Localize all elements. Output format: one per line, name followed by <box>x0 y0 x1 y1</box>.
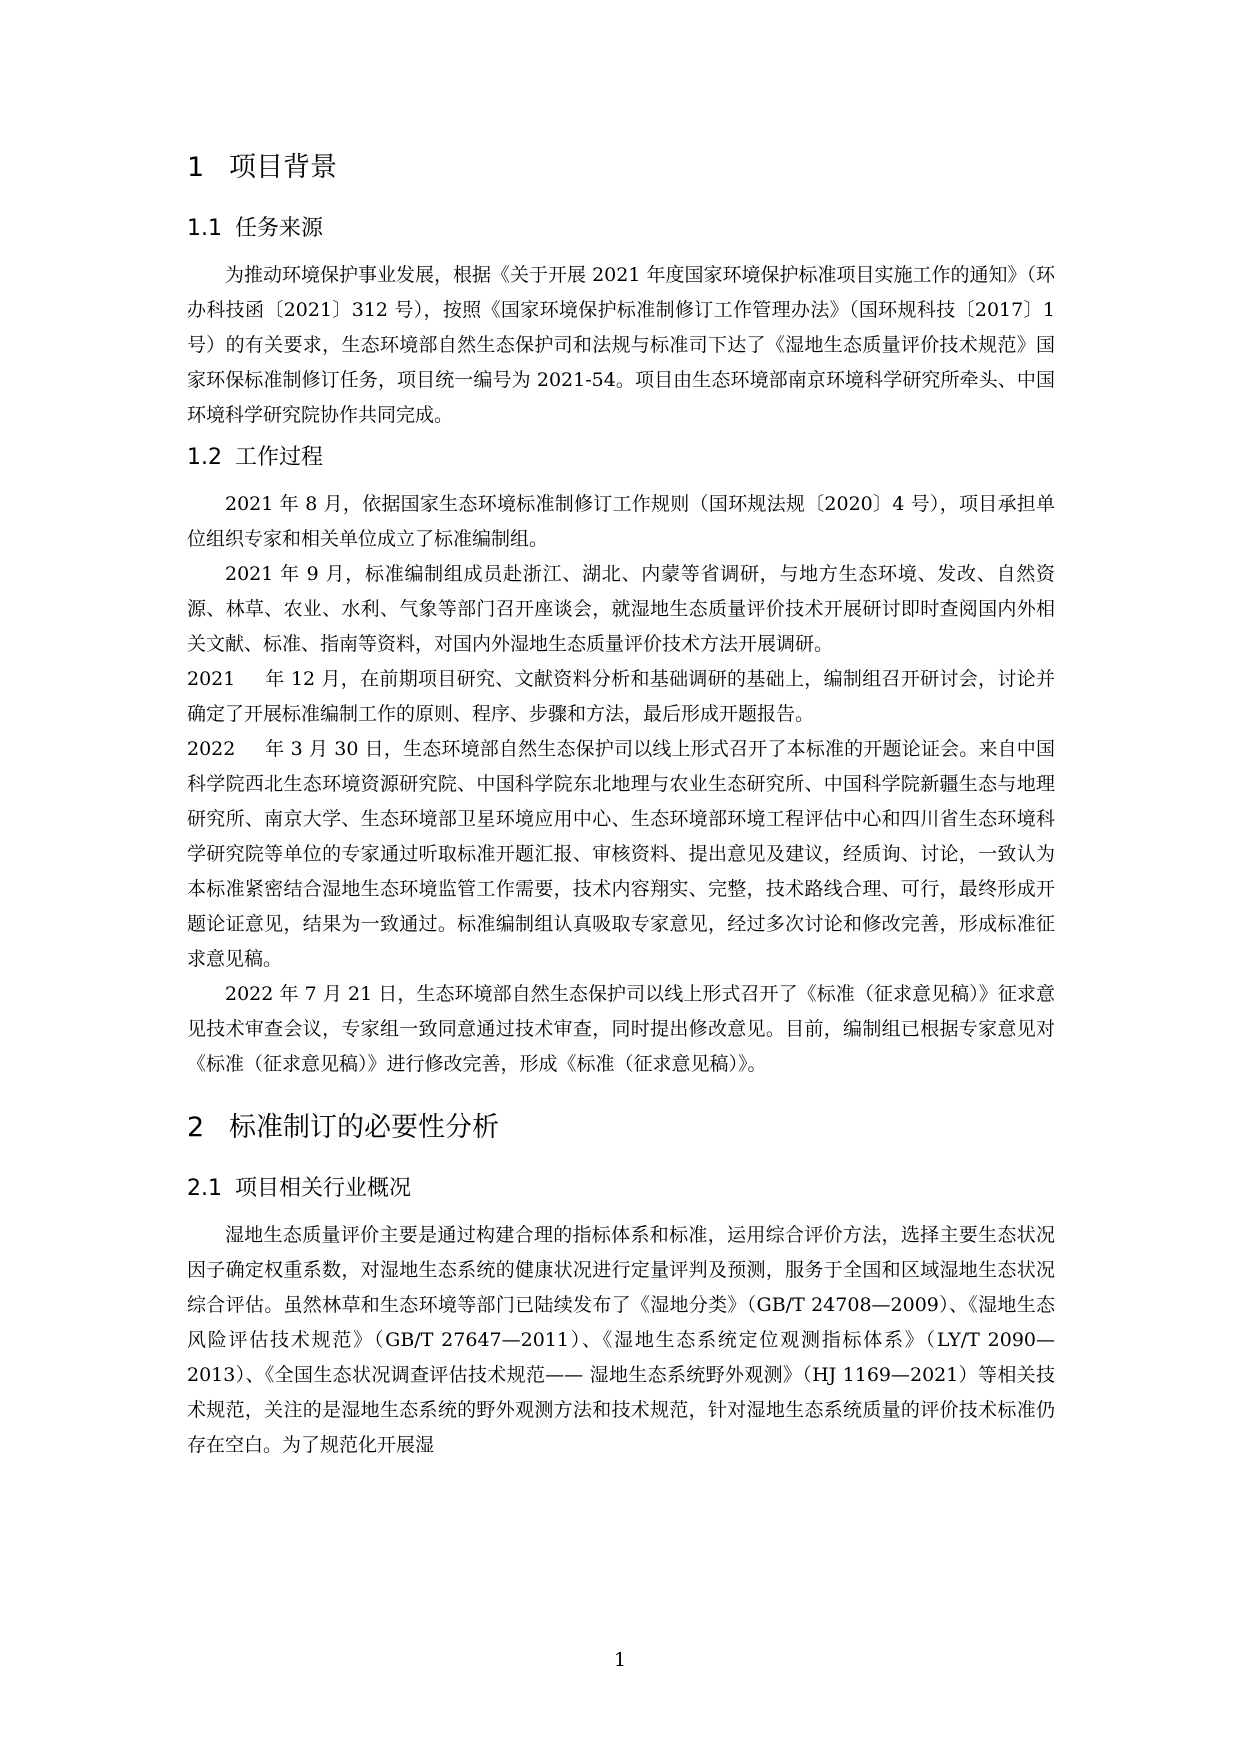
paragraph-text: 年 12 月，在前期项目研究、文献资料分析和基础调研的基础上，编制组召开研讨会，讨论并确定了开展标准编制工作的原则、程序、步骤和方法，最后形成开题报告。 <box>187 668 1055 725</box>
paragraph-work-2021-09: 2021 年 9 月，标准编制组成员赴浙江、湖北、内蒙等省调研，与地方生态环境、发改、自然资源、林草、农业、水利、气象等部门召开座谈会，就湿地生态质量评价技术开展研讨即时查阅国内外相关文献、标准、指南等资料，对国内外湿地生态质量评价技术方法开展调研。 <box>187 563 1055 655</box>
paragraph-work-2022-07: 2022 年 7 月 21 日，生态环境部自然生态保护司以线上形式召开了《标准（征求意见稿）》征求意见技术审查会议，专家组一致同意通过技术审查，同时提出修改意见。目前，编制组已根据专家意见对《标准（征求意见稿）》进行修改完善，形成《标准（征求意见稿）》。 <box>187 983 1055 1075</box>
paragraph-work-2022-03 <box>187 732 1055 977</box>
paragraph-work-2021-08: 2021 年 8 月，依据国家生态环境标准制修订工作规则（国环规法规〔2020〕4 号），项目承担单位组织专家和相关单位成立了标准编制组。 <box>187 493 1055 550</box>
subsection-number: 1.1 <box>187 216 222 241</box>
subsection-title: 任务来源 <box>235 216 324 241</box>
subsection-title: 工作过程 <box>235 445 324 470</box>
section-number: 1 <box>187 152 205 183</box>
subsection-number: 2.1 <box>187 1176 222 1201</box>
subsection-number: 1.2 <box>187 445 222 470</box>
section-title: 项目背景 <box>229 152 337 183</box>
subsection-heading-2-1 <box>187 1172 1055 1206</box>
paragraph-text: 年 3 月 30 日，生态环境部自然生态保护司以线上形式召开了本标准的开题论证会。来自中国科学院西北生态环境资源研究院、中国科学院东北地理与农业生态研究所、中国科学院新疆生态与地理研究所、南京大学、生态环境部卫星环境应用中心、生态环境部环境工程评估中心和四川省生态环境科学研究院等单位的专家通过听取标准开题汇报、审核资料、提出意见及建议，经质询、讨论，一致认为本标准紧密结合湿地生态环境监管工作需要，技术内容翔实、完整，技术路线合理、可行，最终形成开题论证意见，结果为一致通过。标准编制组认真吸取专家意见，经过多次讨论和修改完善，形成标准征求意见稿。 <box>187 738 1055 970</box>
paragraph-industry-overview: 湿地生态质量评价主要是通过构建合理的指标体系和标准，运用综合评价方法，选择主要生态状况因子确定权重系数，对湿地生态系统的健康状况进行定量评判及预测，服务于全国和区域湿地生态状况综合评估。虽然林草和生态环境等部门已陆续发布了《湿地分类》（GB/T 24708—2009）、《湿地生态风险评估技术规范》（GB/T 27647—2011）、《湿地生态系统定位观测指标体系》（LY/T 2090—2013）、《全国生态状况调查评估技术规范—— 湿地生态系统野外观测》（HJ 1169—2021）等相关技术规范，关注的是湿地生态系统的野外观测方法和技术规范，针对湿地生态系统质量的评价技术标准仍存在空白。为了规范化开展湿 <box>187 1224 1055 1456</box>
paragraph-work-2021-12 <box>187 662 1055 732</box>
page-number: 1 <box>613 1649 627 1671</box>
paragraph-year: 2021 <box>187 668 236 690</box>
section-heading-2 <box>187 1108 1055 1148</box>
paragraph-year: 2022 <box>187 738 236 760</box>
subsection-heading-1-2 <box>187 441 1055 475</box>
section-title: 标准制订的必要性分析 <box>229 1112 499 1143</box>
page-content <box>187 148 1055 1463</box>
paragraph-task-source: 为推动环境保护事业发展，根据《关于开展 2021 年度国家环境保护标准项目实施工作的通知》（环办科技函〔2021〕312 号），按照《国家环境保护标准制修订工作管理办法》（国环规科技〔2017〕1 号）的有关要求，生态环境部自然生态保护司和法规与标准司下达了《湿地生态质量评价技术规范》国家环保标准制修订任务，项目统一编号为 2021-54。项目由生态环境部南京环境科学研究所牵头、中国环境科学研究院协作共同完成。 <box>187 264 1055 426</box>
section-heading-1 <box>187 148 1055 188</box>
section-number: 2 <box>187 1112 205 1143</box>
subsection-heading-1-1 <box>187 212 1055 246</box>
subsection-title: 项目相关行业概况 <box>235 1176 412 1201</box>
